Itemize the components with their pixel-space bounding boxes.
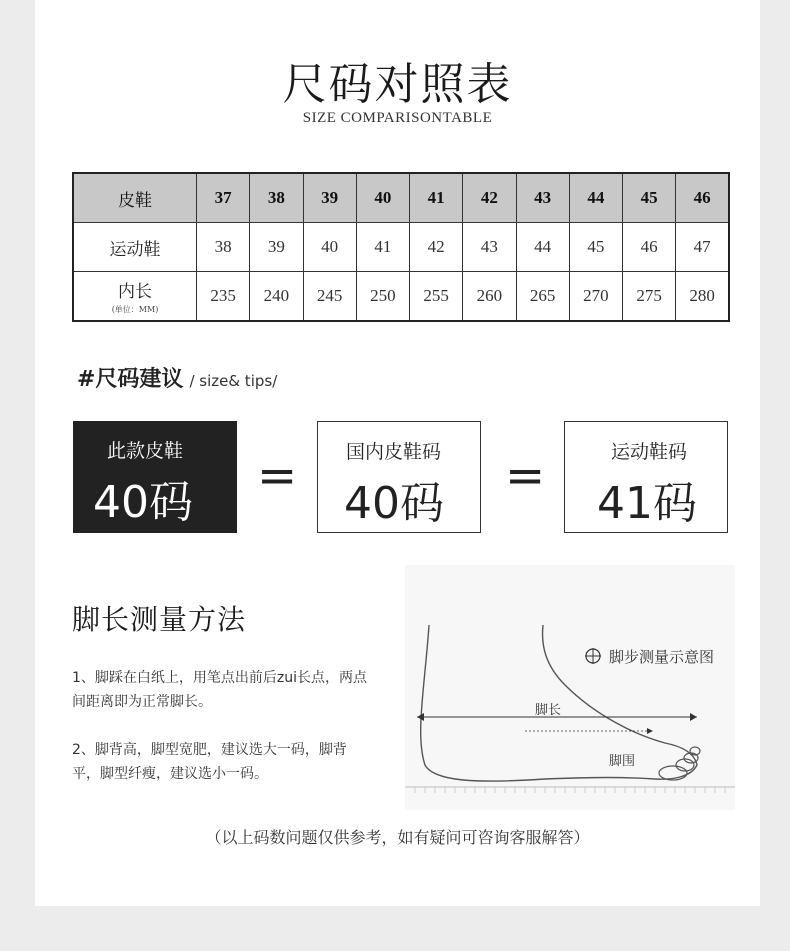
table-cell: 45 xyxy=(569,223,622,272)
footer-note: （以上码数问题仅供参考，如有疑问可咨询客服解答） xyxy=(205,828,590,847)
table-cell: 46 xyxy=(623,223,676,272)
table-cell: 40 xyxy=(356,173,409,223)
foot-measurement-diagram xyxy=(395,565,745,810)
table-cell: 43 xyxy=(463,223,516,272)
tips-title: #尺码建议 xyxy=(77,367,184,392)
box-size: 40码 xyxy=(93,477,193,528)
equals-sign: = xyxy=(257,448,298,504)
page-subtitle: SIZE COMPARISONTABLE xyxy=(302,110,493,126)
box-label: 此款皮鞋 xyxy=(107,440,184,462)
unit-note: (单位：MM) xyxy=(111,305,159,314)
table-row xyxy=(73,272,729,322)
box-size: 41码 xyxy=(597,478,697,529)
table-row xyxy=(73,223,729,272)
table-cell: 245 xyxy=(303,272,356,322)
table-cell: 255 xyxy=(410,272,463,322)
table-cell: 270 xyxy=(569,272,622,322)
table-cell: 38 xyxy=(250,173,303,223)
table-cell: 44 xyxy=(516,223,569,272)
row-label xyxy=(73,272,197,322)
table-cell: 44 xyxy=(569,173,622,223)
table-cell: 240 xyxy=(250,272,303,322)
content-panel xyxy=(35,0,760,906)
method-step-2: 2、脚背高，脚型宽肥，建议选大一码，脚背平，脚型纤瘦，建议选小一码。 xyxy=(72,742,347,782)
equals-sign: = xyxy=(505,448,546,504)
table-cell: 275 xyxy=(623,272,676,322)
diagram-caption: 脚步测量示意图 xyxy=(609,648,715,666)
table-cell: 250 xyxy=(356,272,409,322)
method-title: 脚长测量方法 xyxy=(72,603,247,636)
this-shoe-size-box xyxy=(73,421,237,533)
diagram-background xyxy=(405,565,735,810)
table-cell: 41 xyxy=(356,223,409,272)
girth-label: 脚围 xyxy=(609,754,636,769)
table-cell: 46 xyxy=(676,173,729,223)
box-label: 运动鞋码 xyxy=(611,441,688,463)
table-cell: 47 xyxy=(676,223,729,272)
tips-subtitle: / size& tips/ xyxy=(189,372,278,390)
box-label: 国内皮鞋码 xyxy=(346,441,442,463)
table-cell: 39 xyxy=(250,223,303,272)
table-row xyxy=(73,173,729,223)
page-title: 尺码对照表 xyxy=(282,59,513,110)
size-table xyxy=(72,172,730,322)
table-cell: 235 xyxy=(197,272,250,322)
table-cell: 40 xyxy=(303,223,356,272)
method-step-1: 1、脚踩在白纸上，用笔点出前后zui长点，两点间距离即为正常脚长。 xyxy=(72,670,368,710)
table-cell: 280 xyxy=(676,272,729,322)
domestic-shoe-size-box xyxy=(317,421,481,533)
box-size: 40码 xyxy=(344,478,444,529)
table-cell: 260 xyxy=(463,272,516,322)
table-cell: 43 xyxy=(516,173,569,223)
table-cell: 45 xyxy=(623,173,676,223)
row-label: 运动鞋 xyxy=(73,223,197,272)
row-label-text: 内长 xyxy=(118,282,152,302)
table-cell: 37 xyxy=(197,173,250,223)
tips-heading xyxy=(77,362,277,393)
table-cell: 41 xyxy=(410,173,463,223)
length-label: 脚长 xyxy=(535,703,562,718)
table-cell: 39 xyxy=(303,173,356,223)
table-cell: 42 xyxy=(410,223,463,272)
table-cell: 265 xyxy=(516,272,569,322)
table-cell: 42 xyxy=(463,173,516,223)
row-label: 皮鞋 xyxy=(73,173,197,223)
sneaker-size-box xyxy=(564,421,728,533)
table-cell: 38 xyxy=(197,223,250,272)
